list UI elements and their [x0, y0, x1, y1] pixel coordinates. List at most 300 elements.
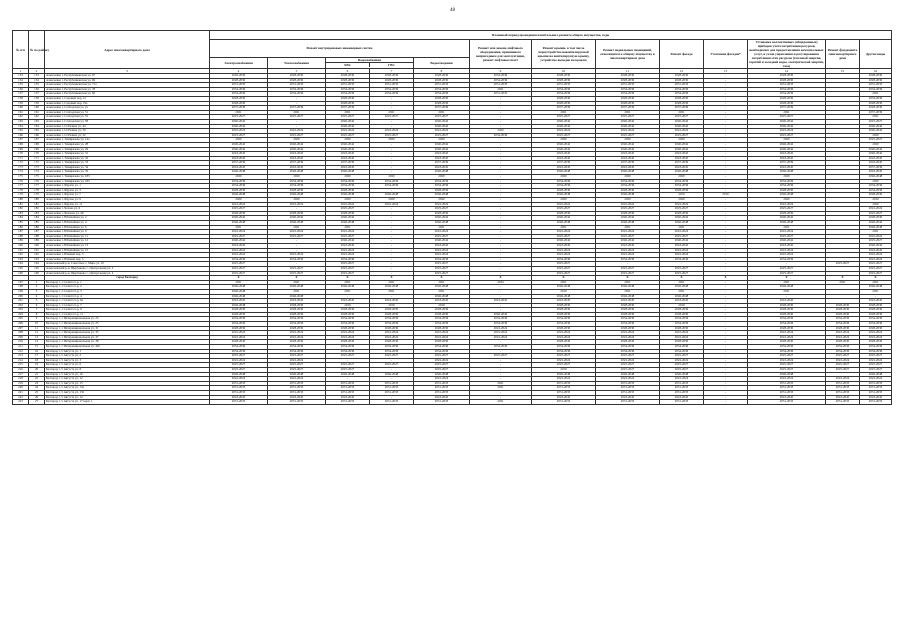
row-address: Алексеевский р-н, Советское с, Мира ул, 10	[45, 262, 210, 267]
row-period-cell: 2025-2027	[596, 368, 660, 373]
row-period-cell: 2028-2030	[748, 326, 826, 331]
row-period-cell: 2021	[660, 225, 704, 230]
row-period-cell: 2046-2048	[596, 193, 660, 198]
row-period-cell: 2043-2045	[660, 165, 704, 170]
row-period-cell: -	[470, 115, 532, 120]
row-period-cell: 2025-2027	[370, 363, 414, 368]
row-period-cell: 2034-2036	[326, 345, 370, 350]
row-period-cell: 2028-2030	[414, 308, 470, 313]
row-period-cell: 2022-2024	[660, 230, 704, 235]
row-period-cell: 2021	[414, 280, 470, 285]
row-period-cell: 2021	[210, 280, 268, 285]
row-period-cell: -	[370, 106, 414, 111]
row-period-cell: 2025-2027	[326, 207, 370, 212]
row-period-cell: 2046-2048	[532, 294, 596, 299]
row-period-cell: 2022-2024	[748, 331, 826, 336]
row-number: 215	[13, 363, 29, 368]
row-period-cell: 2021	[860, 280, 892, 285]
row-address: Алексеевка г, Республиканская ул, 67	[45, 74, 210, 79]
row-period-cell: 2034	[470, 280, 532, 285]
row-period-cell: 2043-2045	[596, 243, 660, 248]
row-period-cell: 2034-2036	[414, 345, 470, 350]
row-period-cell: 2025-2027	[414, 115, 470, 120]
row-period-cell: 2022-2024	[660, 377, 704, 382]
row-period-cell: 2034-2036	[596, 322, 660, 327]
row-period-cell: 2022-2024	[860, 257, 892, 262]
row-period-cell: 2043-2045	[532, 299, 596, 304]
row-period-cell: 2034-2036	[596, 92, 660, 97]
row-period-cell: 2021	[532, 110, 596, 115]
row-period-cell: -	[470, 358, 532, 363]
row-period-cell: 2025-2027	[414, 368, 470, 373]
row-period-cell: 2034-2036	[860, 184, 892, 189]
row-period-cell: 2022-2024	[268, 129, 326, 134]
row-period-cell: 2022-2024	[210, 253, 268, 258]
row-period-cell: 2031-2033	[470, 92, 532, 97]
row-period-cell: 2028-2030	[532, 326, 596, 331]
row-address: Белгород г, 1 Салюта б-р, 11	[45, 312, 210, 317]
row-number: 201	[13, 299, 29, 304]
row-period-cell: 2022-2024	[210, 335, 268, 340]
row-period-cell: 2022-2024	[414, 331, 470, 336]
row-district-number: 22	[29, 377, 45, 382]
row-period-cell: 2034-2036	[210, 92, 268, 97]
row-period-cell: 2025-2027	[532, 262, 596, 267]
row-district-number: 176	[29, 179, 45, 184]
row-district-number: 9	[29, 317, 45, 322]
row-period-cell: 2043-2045	[826, 395, 860, 400]
row-address: Белгород г, 5 Августа ул, 13	[45, 381, 210, 386]
row-period-cell: 2019	[860, 198, 892, 203]
row-period-cell: 2034-2036	[532, 317, 596, 322]
row-number: 194	[13, 262, 29, 267]
row-period-cell: 2019	[660, 193, 704, 198]
row-period-cell: -	[470, 395, 532, 400]
row-period-cell: 2046-2048	[532, 285, 596, 290]
row-period-cell: 2034-2036	[370, 87, 414, 92]
row-period-cell: 2043-2045	[210, 243, 268, 248]
row-number: 214	[13, 358, 29, 363]
row-address: Алексеевка г, Тимирязева ул, 31	[45, 152, 210, 157]
row-period-cell: 2046-2048	[596, 372, 660, 377]
row-period-cell: 2043-2045	[660, 243, 704, 248]
row-period-cell: 2028-2030	[370, 74, 414, 79]
row-period-cell: 2031-2033	[268, 400, 326, 405]
row-period-cell: 2022-2024	[748, 230, 826, 235]
row-period-cell: 2022-2024	[660, 331, 704, 336]
row-period-cell: 2028-2030	[414, 326, 470, 331]
row-period-cell: -	[704, 285, 748, 290]
section-x-mark: X	[860, 276, 892, 281]
row-period-cell: -	[370, 147, 414, 152]
row-period-cell: 2025-2027	[748, 266, 826, 271]
row-period-cell: 2040-2042	[532, 239, 596, 244]
column-number: 13	[704, 69, 748, 74]
row-period-cell: 2028-2030	[414, 340, 470, 345]
row-period-cell: 2025-2027	[470, 354, 532, 359]
row-period-cell: 2020	[860, 142, 892, 147]
row-period-cell: 2043-2045	[326, 156, 370, 161]
row-period-cell: 2034-2036	[660, 92, 704, 97]
row-period-cell: -	[704, 138, 748, 143]
row-period-cell: 2031-2033	[370, 381, 414, 386]
row-period-cell: 2025-2027	[748, 368, 826, 373]
row-period-cell: 2025-2027	[326, 354, 370, 359]
row-period-cell: -	[704, 124, 748, 129]
row-period-cell: 2034-2036	[532, 184, 596, 189]
row-period-cell: 2034-2036	[414, 179, 470, 184]
row-period-cell: 2031-2033	[596, 386, 660, 391]
row-period-cell: 2046-2048	[660, 294, 704, 299]
row-period-cell: 2021	[326, 280, 370, 285]
row-period-cell: 2031-2033	[268, 386, 326, 391]
row-number: 175	[13, 175, 29, 180]
row-district-number: 7	[29, 308, 45, 313]
row-period-cell: 2031-2033	[826, 381, 860, 386]
column-number: 10	[532, 69, 596, 74]
row-period-cell: 2028-2030	[532, 74, 596, 79]
row-period-cell: 2046-2048	[660, 372, 704, 377]
row-period-cell: 2040-2042	[532, 119, 596, 124]
row-period-cell: 2022-2024	[748, 335, 826, 340]
row-period-cell: -	[704, 363, 748, 368]
row-period-cell: 2046-2048	[414, 193, 470, 198]
row-period-cell: 2025-2027	[596, 115, 660, 120]
row-address: Белгород г, 1 Салюта б-р, 2	[45, 285, 210, 290]
row-period-cell: 2021	[596, 289, 660, 294]
row-period-cell: 2046-2048	[860, 285, 892, 290]
row-period-cell: 2022-2024	[268, 202, 326, 207]
row-period-cell: -	[860, 294, 892, 299]
row-period-cell: 2020	[210, 198, 268, 203]
row-period-cell: 2021	[370, 110, 414, 115]
row-period-cell: 2031-2033	[660, 390, 704, 395]
row-number: 167	[13, 138, 29, 143]
row-period-cell: 2043-2045	[748, 152, 826, 157]
row-period-cell: 2021	[326, 225, 370, 230]
row-number: 223	[13, 400, 29, 405]
row-period-cell: 2034-2036	[860, 87, 892, 92]
row-address: Алексеевка г, Фрунзе ул, 9	[45, 198, 210, 203]
row-address: Белгород г, 1 Интернациональная ул, 38	[45, 340, 210, 345]
row-period-cell: 2028-2030	[748, 312, 826, 317]
row-address: Белгород г, 1 Интернациональная ул, 23	[45, 317, 210, 322]
row-period-cell: 2028-2030	[748, 78, 826, 83]
row-number: 154	[13, 78, 29, 83]
row-period-cell: 2022-2024	[596, 230, 660, 235]
row-period-cell: -	[704, 368, 748, 373]
row-period-cell: 2020	[268, 198, 326, 203]
row-period-cell: 2043-2045	[268, 156, 326, 161]
row-period-cell: 2025-2027	[860, 119, 892, 124]
row-period-cell: 2037-2039	[860, 110, 892, 115]
row-period-cell: -	[470, 230, 532, 235]
row-period-cell: 2043-2045	[268, 152, 326, 157]
row-period-cell: 2031-2033	[748, 83, 826, 88]
row-period-cell: 2025-2027	[326, 133, 370, 138]
row-period-cell: 2046-2048	[370, 372, 414, 377]
row-period-cell: 2034-2036	[532, 322, 596, 327]
row-period-cell: -	[470, 156, 532, 161]
header-address: Адрес многоквартирного дома	[45, 31, 210, 69]
row-period-cell: 2025-2027	[596, 207, 660, 212]
column-number: 4	[210, 69, 268, 74]
row-period-cell: -	[704, 354, 748, 359]
row-address: Белгород г, 5 Августа ул, 12	[45, 377, 210, 382]
row-period-cell: 2022-2024	[470, 326, 532, 331]
row-district-number: 19	[29, 363, 45, 368]
row-period-cell: 2025-2027	[660, 363, 704, 368]
row-period-cell: 2028-2030	[826, 308, 860, 313]
row-period-cell: -	[704, 253, 748, 258]
row-period-cell: 2043-2045	[414, 165, 470, 170]
row-period-cell: -	[370, 101, 414, 106]
row-number: 179	[13, 193, 29, 198]
row-period-cell: 2040-2042	[660, 142, 704, 147]
row-period-cell: 2019	[532, 368, 596, 373]
row-period-cell: -	[470, 271, 532, 276]
row-district-number: 6	[29, 303, 45, 308]
row-period-cell: 2043-2045	[326, 243, 370, 248]
row-number: 153	[13, 74, 29, 79]
row-number: 205	[13, 317, 29, 322]
row-period-cell: 2025-2027	[414, 262, 470, 267]
row-number: 182	[13, 207, 29, 212]
row-period-cell: 2034-2036	[326, 317, 370, 322]
row-period-cell: 2034-2036	[660, 257, 704, 262]
row-period-cell: 2022-2024	[210, 248, 268, 253]
row-period-cell: -	[470, 285, 532, 290]
row-period-cell: 2025-2027	[596, 266, 660, 271]
row-period-cell: 2034-2036	[326, 179, 370, 184]
row-address: Алексеевка г, Ст.Разина ул, 52	[45, 133, 210, 138]
row-address: Белгород г, 1 Интернациональная ул, 25	[45, 322, 210, 327]
row-period-cell: 2040-2042	[268, 147, 326, 152]
row-period-cell: 2034-2036	[268, 257, 326, 262]
row-period-cell: -	[370, 221, 414, 226]
row-period-cell: 2028-2030	[414, 188, 470, 193]
row-period-cell: 2022-2024	[210, 129, 268, 134]
row-period-cell: -	[470, 340, 532, 345]
row-period-cell: 2031-2033	[660, 400, 704, 405]
row-number: 198	[13, 285, 29, 290]
row-district-number: 24	[29, 386, 45, 391]
row-period-cell: -	[470, 101, 532, 106]
row-period-cell: 2043-2045	[860, 156, 892, 161]
row-number: 165	[13, 129, 29, 134]
row-period-cell: 2043-2045	[596, 152, 660, 157]
row-period-cell: 2028-2030	[532, 312, 596, 317]
row-address: Алексеевка г, Юбилейная ул, 2	[45, 216, 210, 221]
row-period-cell: 2031-2033	[268, 83, 326, 88]
row-period-cell: 2028-2030	[596, 326, 660, 331]
row-period-cell: 2031-2033	[268, 381, 326, 386]
row-period-cell: 2043-2045	[860, 299, 892, 304]
row-period-cell: 2046-2048	[268, 372, 326, 377]
row-number: 217	[13, 372, 29, 377]
row-period-cell: -	[704, 349, 748, 354]
row-period-cell: -	[704, 184, 748, 189]
row-address: Белгород г, 5 Августа ул, 10	[45, 372, 210, 377]
row-number: 220	[13, 386, 29, 391]
row-period-cell: 2022-2024	[210, 202, 268, 207]
row-period-cell: 2022-2024	[414, 230, 470, 235]
row-period-cell: 2043-2045	[532, 395, 596, 400]
row-number: 166	[13, 133, 29, 138]
row-district-number: 189	[29, 239, 45, 244]
row-period-cell: 2028-2030	[860, 216, 892, 221]
row-period-cell: 2022-2024	[596, 358, 660, 363]
row-period-cell: 2025-2027	[532, 133, 596, 138]
row-address: Алексеевка г, Фрунзе ул, 3	[45, 188, 210, 193]
row-period-cell: 2031-2033	[596, 381, 660, 386]
row-period-cell: -	[470, 207, 532, 212]
row-period-cell: 2031-2033	[532, 400, 596, 405]
row-period-cell: 2046-2048	[748, 193, 826, 198]
row-period-cell: 2040-2042	[748, 124, 826, 129]
row-period-cell: 2034-2036	[370, 345, 414, 350]
row-period-cell: 2043-2045	[748, 395, 826, 400]
row-period-cell: 2028-2030	[414, 211, 470, 216]
row-period-cell: 2021	[210, 110, 268, 115]
row-period-cell: 2034-2036	[470, 78, 532, 83]
row-address: Алексеевка г, Тимирязева ул, 33	[45, 161, 210, 166]
row-period-cell: 2031-2033	[596, 83, 660, 88]
row-period-cell: 2022-2024	[326, 248, 370, 253]
row-period-cell: -	[704, 230, 748, 235]
row-period-cell: 2025-2027	[268, 133, 326, 138]
row-period-cell: 2046-2048	[210, 372, 268, 377]
row-period-cell: 2028-2030	[414, 101, 470, 106]
row-period-cell: 2019	[660, 303, 704, 308]
row-address: Белгород г, 5 Августа ул, 13а	[45, 386, 210, 391]
row-period-cell: 2043-2045	[748, 299, 826, 304]
row-period-cell: 2025-2027	[414, 271, 470, 276]
row-period-cell: -	[268, 248, 326, 253]
row-period-cell: 2040-2042	[596, 216, 660, 221]
column-number: 8	[414, 69, 470, 74]
row-period-cell: 2040-2042	[414, 216, 470, 221]
row-period-cell: -	[370, 124, 414, 129]
row-period-cell: 2031-2033	[210, 386, 268, 391]
row-period-cell: -	[470, 262, 532, 267]
row-period-cell: 2020	[660, 175, 704, 180]
row-period-cell: 2046-2048	[326, 372, 370, 377]
row-period-cell: 2022-2024	[470, 335, 532, 340]
row-address: Белгород г, 1 Салюта б-р, 3	[45, 289, 210, 294]
row-period-cell: -	[470, 170, 532, 175]
row-period-cell: -	[326, 377, 370, 382]
row-period-cell: -	[704, 381, 748, 386]
row-period-cell: 2022-2024	[326, 230, 370, 235]
row-period-cell: 2022-2024	[660, 253, 704, 258]
row-period-cell: 2022-2024	[596, 331, 660, 336]
row-district-number: 180	[29, 198, 45, 203]
row-period-cell: 2031-2033	[860, 83, 892, 88]
row-period-cell: 2046-2048	[210, 193, 268, 198]
row-period-cell: 2020	[370, 175, 414, 180]
row-address: Алексеевка г, Юбилейная ул, 15	[45, 248, 210, 253]
row-period-cell: -	[704, 179, 748, 184]
row-period-cell: 2022-2024	[596, 253, 660, 258]
row-period-cell: 2034-2036	[860, 345, 892, 350]
row-period-cell: 2034-2036	[268, 92, 326, 97]
row-period-cell: 2046-2048	[210, 289, 268, 294]
row-period-cell: 2046-2048	[268, 285, 326, 290]
row-period-cell: -	[470, 175, 532, 180]
row-period-cell: 2037-2039	[860, 165, 892, 170]
row-period-cell: 2034-2036	[596, 87, 660, 92]
row-period-cell: 2028-2030	[748, 188, 826, 193]
row-period-cell: -	[470, 303, 532, 308]
row-number: 204	[13, 312, 29, 317]
row-period-cell: 2043-2045	[268, 395, 326, 400]
row-period-cell: -	[470, 363, 532, 368]
row-period-cell: 2046-2048	[414, 285, 470, 290]
row-number: 164	[13, 124, 29, 129]
row-period-cell: -	[470, 96, 532, 101]
row-period-cell: -	[470, 198, 532, 203]
row-period-cell: -	[704, 129, 748, 134]
section-x-mark: X	[326, 276, 370, 281]
row-period-cell: 2034-2036	[268, 345, 326, 350]
row-address: Алексеевка г, Южный пер, 5	[45, 257, 210, 262]
row-address: Белгород г, 1 Интернациональная ул, 37	[45, 335, 210, 340]
row-period-cell: 2025-2027	[532, 207, 596, 212]
row-period-cell: 2021	[414, 225, 470, 230]
row-period-cell: 2021	[596, 110, 660, 115]
row-period-cell: 2043-2045	[326, 299, 370, 304]
row-period-cell: 2040-2042	[532, 124, 596, 129]
row-period-cell: 2022-2024	[748, 202, 826, 207]
row-address: Алексеевка г, Тимирязева ул, 29	[45, 147, 210, 152]
row-period-cell: -	[704, 78, 748, 83]
row-period-cell: 2028-2030	[326, 101, 370, 106]
row-period-cell: 2022-2024	[268, 253, 326, 258]
row-number: 185	[13, 221, 29, 226]
row-number: 183	[13, 211, 29, 216]
column-number: 12	[660, 69, 704, 74]
row-period-cell: 2034-2036	[326, 349, 370, 354]
row-period-cell: 2028-2030	[660, 101, 704, 106]
row-period-cell: 2034-2036	[860, 349, 892, 354]
row-district-number: 196	[29, 271, 45, 276]
row-period-cell: 2022-2024	[532, 202, 596, 207]
section-title: город Белгород	[45, 276, 210, 281]
row-period-cell: 2034-2036	[268, 322, 326, 327]
row-period-cell: 2021	[748, 110, 826, 115]
row-period-cell: 2034-2036	[470, 345, 532, 350]
row-period-cell: -	[470, 147, 532, 152]
row-address: Белгород г, 5 Августа ул, 17 корп. 1	[45, 400, 210, 405]
row-period-cell: 2028-2030	[660, 340, 704, 345]
row-address: Алексеевка г, Тимирязева ул, 183	[45, 175, 210, 180]
row-period-cell: 2046-2048	[414, 221, 470, 226]
row-address: Алексеевка г, Садовый пер, 19а	[45, 101, 210, 106]
row-period-cell: 2020	[532, 138, 596, 143]
row-period-cell: 2028-2030	[860, 193, 892, 198]
row-period-cell: -	[268, 262, 326, 267]
row-period-cell: 2022-2024	[860, 358, 892, 363]
row-period-cell: -	[704, 133, 748, 138]
row-period-cell: 2022-2024	[660, 335, 704, 340]
row-period-cell: 2046-2048	[532, 193, 596, 198]
row-period-cell: 2022-2024	[414, 202, 470, 207]
row-period-cell: 2046-2048	[370, 193, 414, 198]
row-period-cell: 2025-2027	[748, 271, 826, 276]
row-period-cell: 2034-2036	[748, 257, 826, 262]
row-period-cell: 2043-2045	[414, 156, 470, 161]
